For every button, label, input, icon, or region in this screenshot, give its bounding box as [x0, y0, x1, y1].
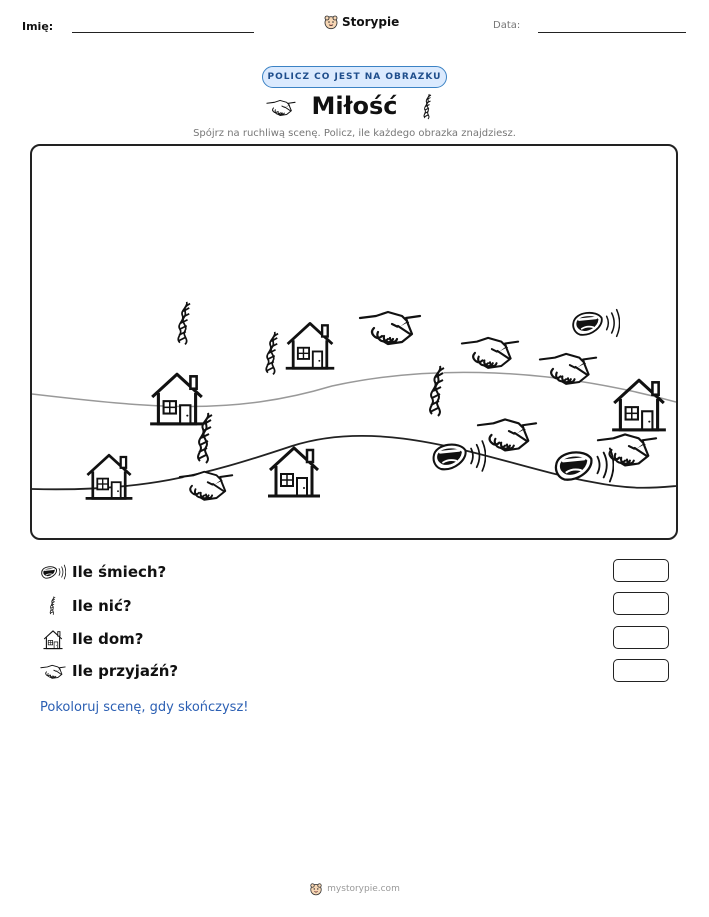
- laughing-mouth-icon: [556, 448, 614, 481]
- storypie-logo-icon: [309, 882, 323, 896]
- date-line[interactable]: [538, 32, 686, 33]
- instructions: Spójrz na ruchliwą scenę. Policz, ile każdego obrazka znajdziesz.: [193, 128, 516, 139]
- site-url: mystorypie.com: [327, 884, 400, 894]
- answer-box-friendship[interactable]: [613, 659, 669, 682]
- handshake-icon: [540, 354, 596, 384]
- laughing-mouth-icon: [40, 562, 66, 582]
- question-laughter: [40, 562, 166, 582]
- rope-icon: [418, 92, 438, 122]
- answer-box-house[interactable]: [613, 626, 669, 649]
- name-label: Imię:: [22, 20, 54, 33]
- rope-icon: [198, 413, 212, 463]
- brand-name: Storypie: [342, 15, 400, 29]
- question-house: [40, 628, 144, 650]
- question-rope: [40, 595, 132, 617]
- house-icon: [40, 628, 66, 650]
- handshake-icon: [360, 312, 420, 344]
- question-label: Ile dom?: [72, 630, 144, 648]
- site-footer: [0, 882, 709, 896]
- date-label: Data:: [493, 20, 521, 31]
- question-label: Ile przyjaźń?: [72, 662, 179, 680]
- handshake-icon: [40, 661, 66, 681]
- handshake-icon: [478, 419, 536, 450]
- name-line[interactable]: [72, 32, 254, 33]
- rope-icon: [178, 302, 190, 345]
- rope-icon: [40, 595, 66, 617]
- question-friendship: [40, 661, 178, 681]
- task-badge: POLICZ CO JEST NA OBRAZKU: [262, 66, 447, 88]
- answer-box-laughter[interactable]: [613, 559, 669, 582]
- rope-icon: [266, 332, 278, 375]
- footer-note: Pokoloruj scenę, gdy skończysz!: [40, 700, 249, 715]
- house-icon: [612, 380, 666, 430]
- handshake-icon: [180, 472, 233, 500]
- storypie-logo-icon: [323, 14, 339, 30]
- question-label: Ile śmiech?: [72, 563, 167, 581]
- house-icon: [86, 455, 133, 498]
- house-icon: [268, 448, 320, 496]
- brand-logo: [323, 14, 399, 30]
- counting-scene: [30, 144, 678, 540]
- question-label: Ile nić?: [72, 597, 132, 615]
- scene-drawing: [32, 146, 676, 538]
- house-icon: [286, 323, 335, 368]
- house-icon: [150, 374, 204, 424]
- laughing-mouth-icon: [573, 310, 619, 337]
- page-title: Miłość: [311, 92, 398, 120]
- handshake-icon: [462, 338, 518, 368]
- answer-box-rope[interactable]: [613, 592, 669, 615]
